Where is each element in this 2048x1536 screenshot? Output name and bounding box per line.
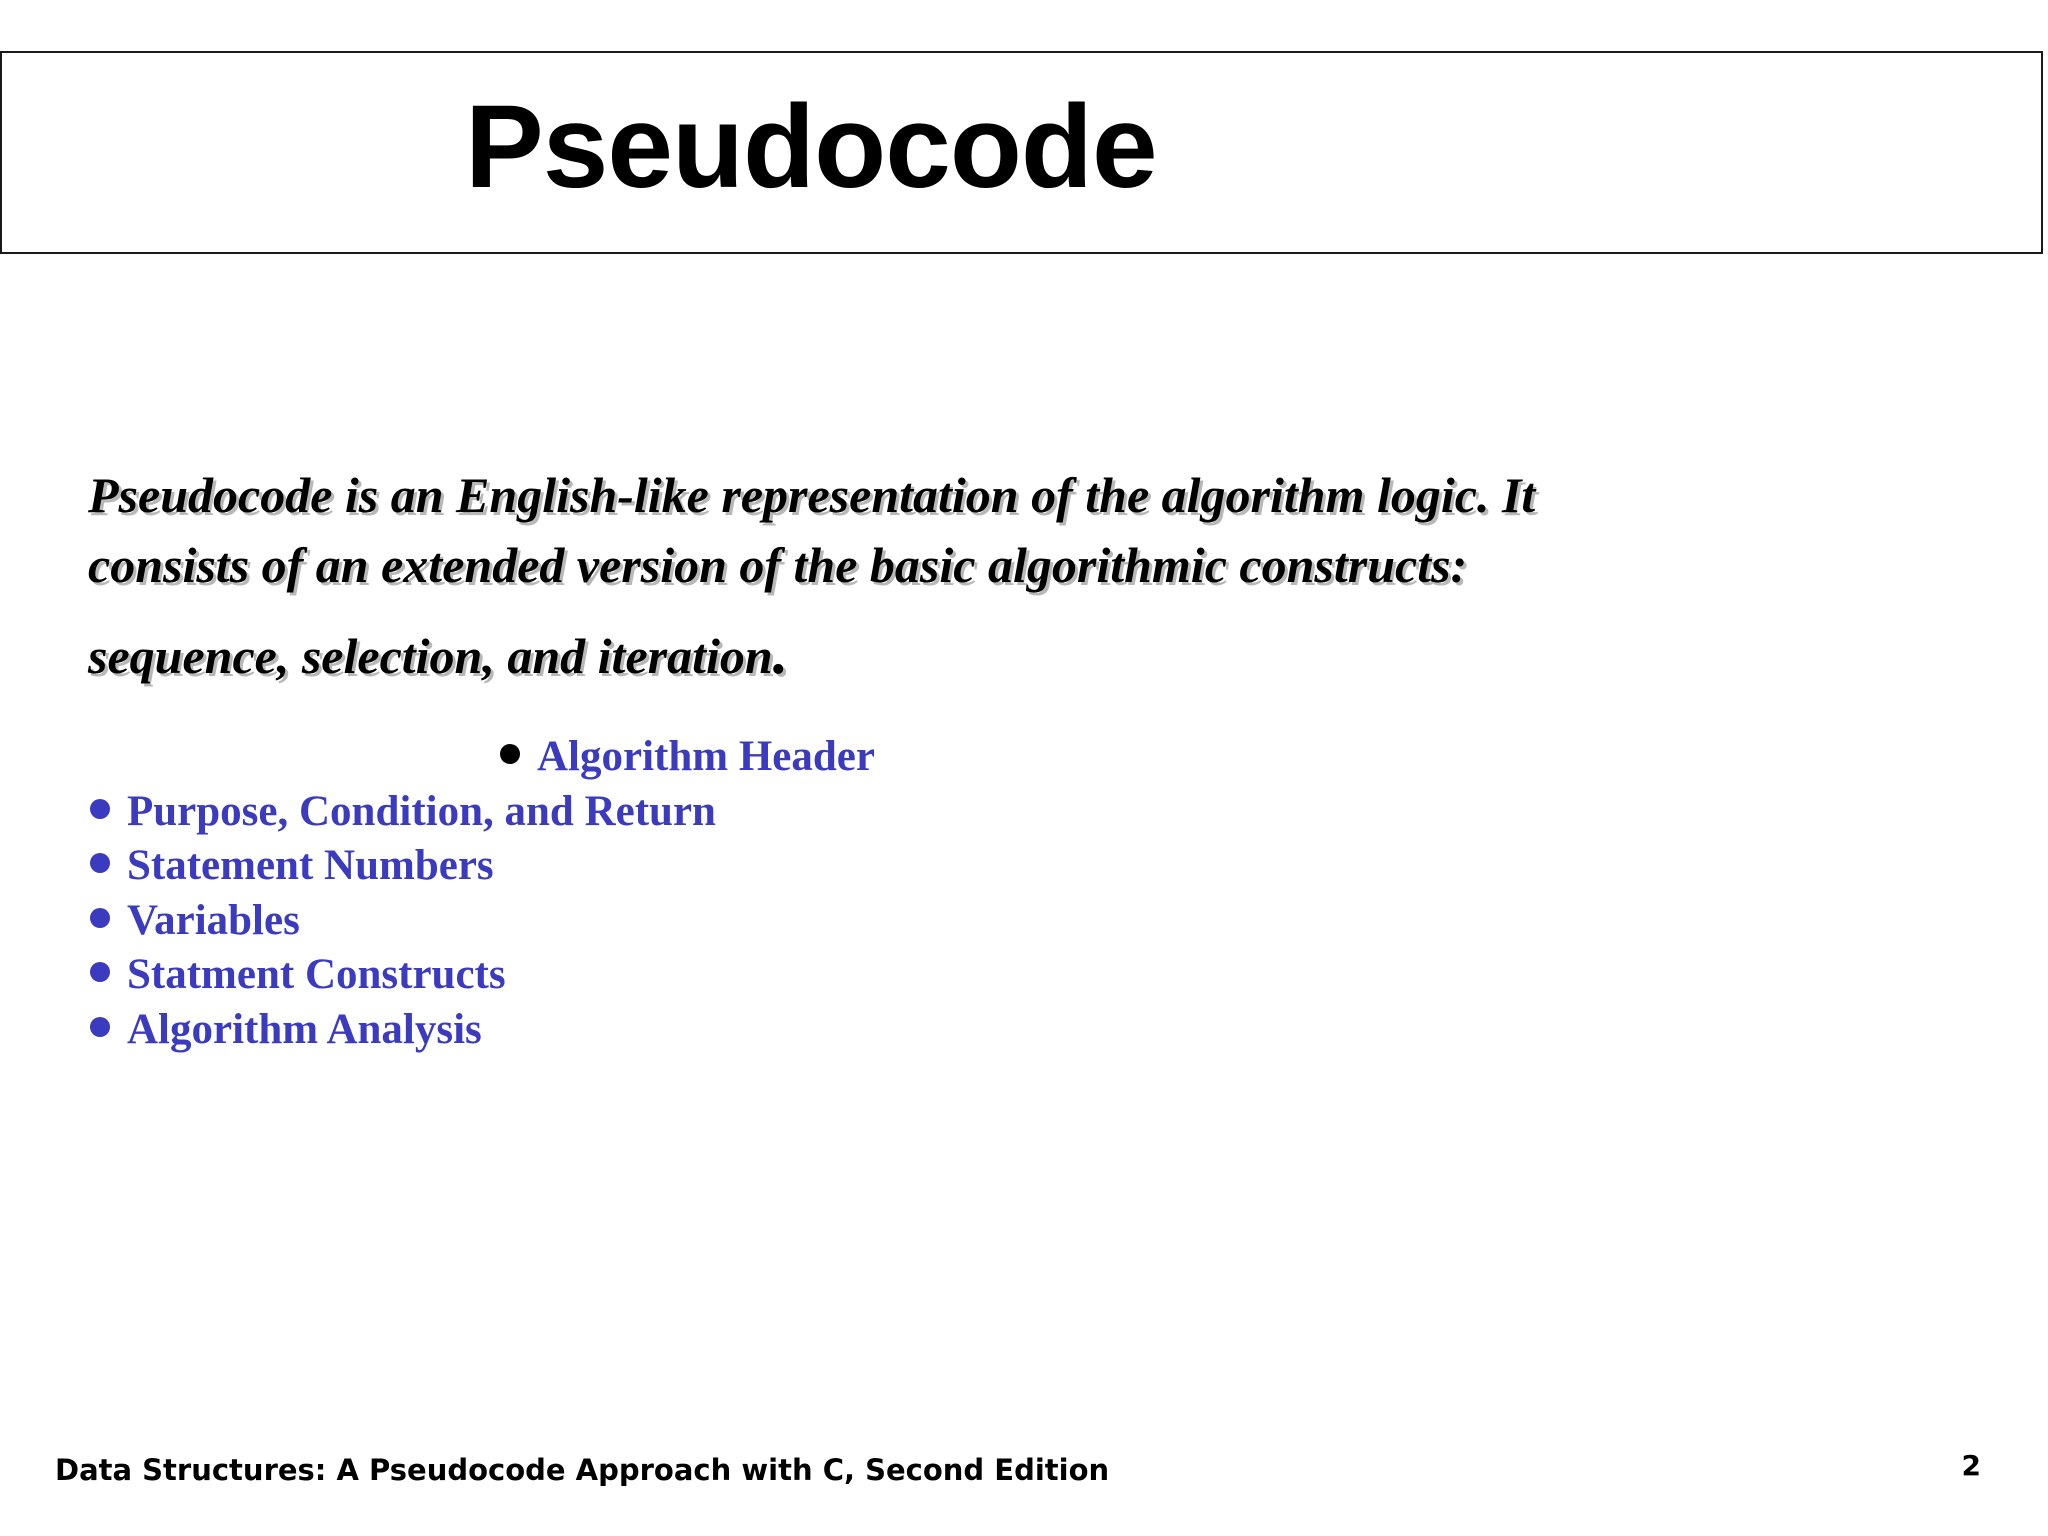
list-item [90,948,875,1003]
list-item [90,894,875,949]
list-item-label: Statment Constructs [127,951,506,998]
definition-line-3: sequence, selection, and iteration [88,628,773,684]
bullet-dot-icon [90,799,110,819]
definition-line-2: consists of an extended version of the basic algorithmic constructs: [88,537,1468,593]
list-item [90,730,875,785]
list-item-label: Variables [127,896,300,944]
list-item-label: Statement Numbers [127,842,494,889]
list-item-label: Purpose, Condition, and Return [127,787,716,835]
topic-list [90,730,875,1057]
list-item-label: Algorithm Analysis [127,1005,482,1053]
footer-book-title: Data Structures: A Pseudocode Approach with C, Second Edition [55,1453,1110,1487]
slide-title: Pseudocode [465,81,1157,213]
definition-line-3-wrap [88,618,1988,691]
bullet-dot-icon [500,744,520,764]
list-item [90,785,875,840]
bullet-dot-icon [90,908,110,928]
definition-paragraph [88,460,1988,691]
bullet-dot-icon [90,962,110,982]
list-item [90,839,875,894]
list-item-label: Algorithm Header [537,733,875,780]
bullet-dot-icon [90,1017,110,1037]
list-item [90,1003,875,1058]
page-number: 2 [1961,1449,1981,1482]
bullet-dot-icon [90,853,110,873]
definition-line-1: Pseudocode is an English-like representation of the algorithm logic. It [88,467,1536,523]
definition-period: . [772,619,789,687]
